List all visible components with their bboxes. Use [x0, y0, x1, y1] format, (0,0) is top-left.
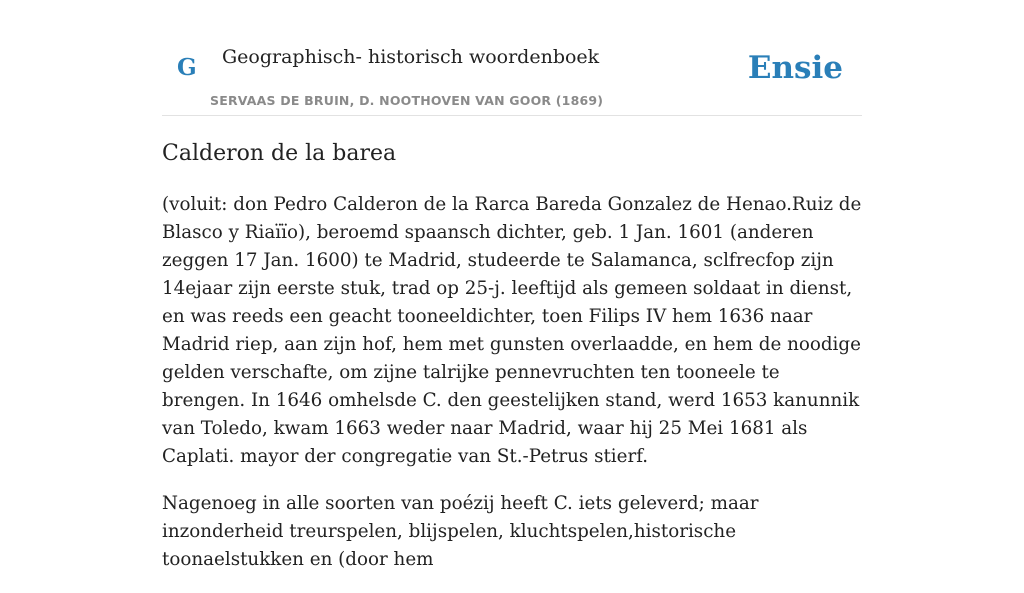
- entry-title: Calderon de la barea: [162, 141, 397, 166]
- book-letter-icon[interactable]: G: [177, 54, 197, 81]
- entry-paragraph: (voluit: don Pedro Calderon de la Rarca Bareda Gonzalez de Henao.Ruiz de Blasco y Riaïïo), beroemd spaansch dichter, geb. 1 Jan. 1601 (anderen zeggen 17 Jan. 1600) te Madrid, studeerde te Salamanca, sclfrecfop zijn 14ejaar zijn eerste stuk, trad op 25-j. leeftijd als gemeen soldaat in dienst, en was reeds een geacht tooneeldichter, toen Filips IV hem 1636 naar Madrid riep, aan zijn hof, hem met gunsten overlaadde, en hem de noodige gelden verschafte, om zijne talrijke pennevruchten ten tooneele te brengen. In 1646 omhelsde C. den geestelijken stand, werd 1653 kanunnik van Toledo, kwam 1663 weder naar Madrid, waar hij 25 Mei 1681 als Caplati. mayor der congregatie van St.-Petrus stierf.: [162, 194, 862, 467]
- entry-body: [162, 191, 862, 593]
- content-container: [162, 0, 862, 570]
- book-authors: SERVAAS DE BRUIN, D. NOOTHOVEN VAN GOOR (1869): [210, 93, 604, 108]
- book-title-link[interactable]: Geographisch- historisch woordenboek: [222, 46, 600, 68]
- entry-paragraph: Nagenoeg in alle soorten van poézij heeft C. iets geleverd; maar inzonderheid treurspelen, blijspelen, kluchtspelen,historische toonaelstukken en (door hem: [162, 493, 759, 570]
- book-header: [162, 0, 862, 116]
- ensie-logo-link[interactable]: Ensie: [747, 50, 843, 86]
